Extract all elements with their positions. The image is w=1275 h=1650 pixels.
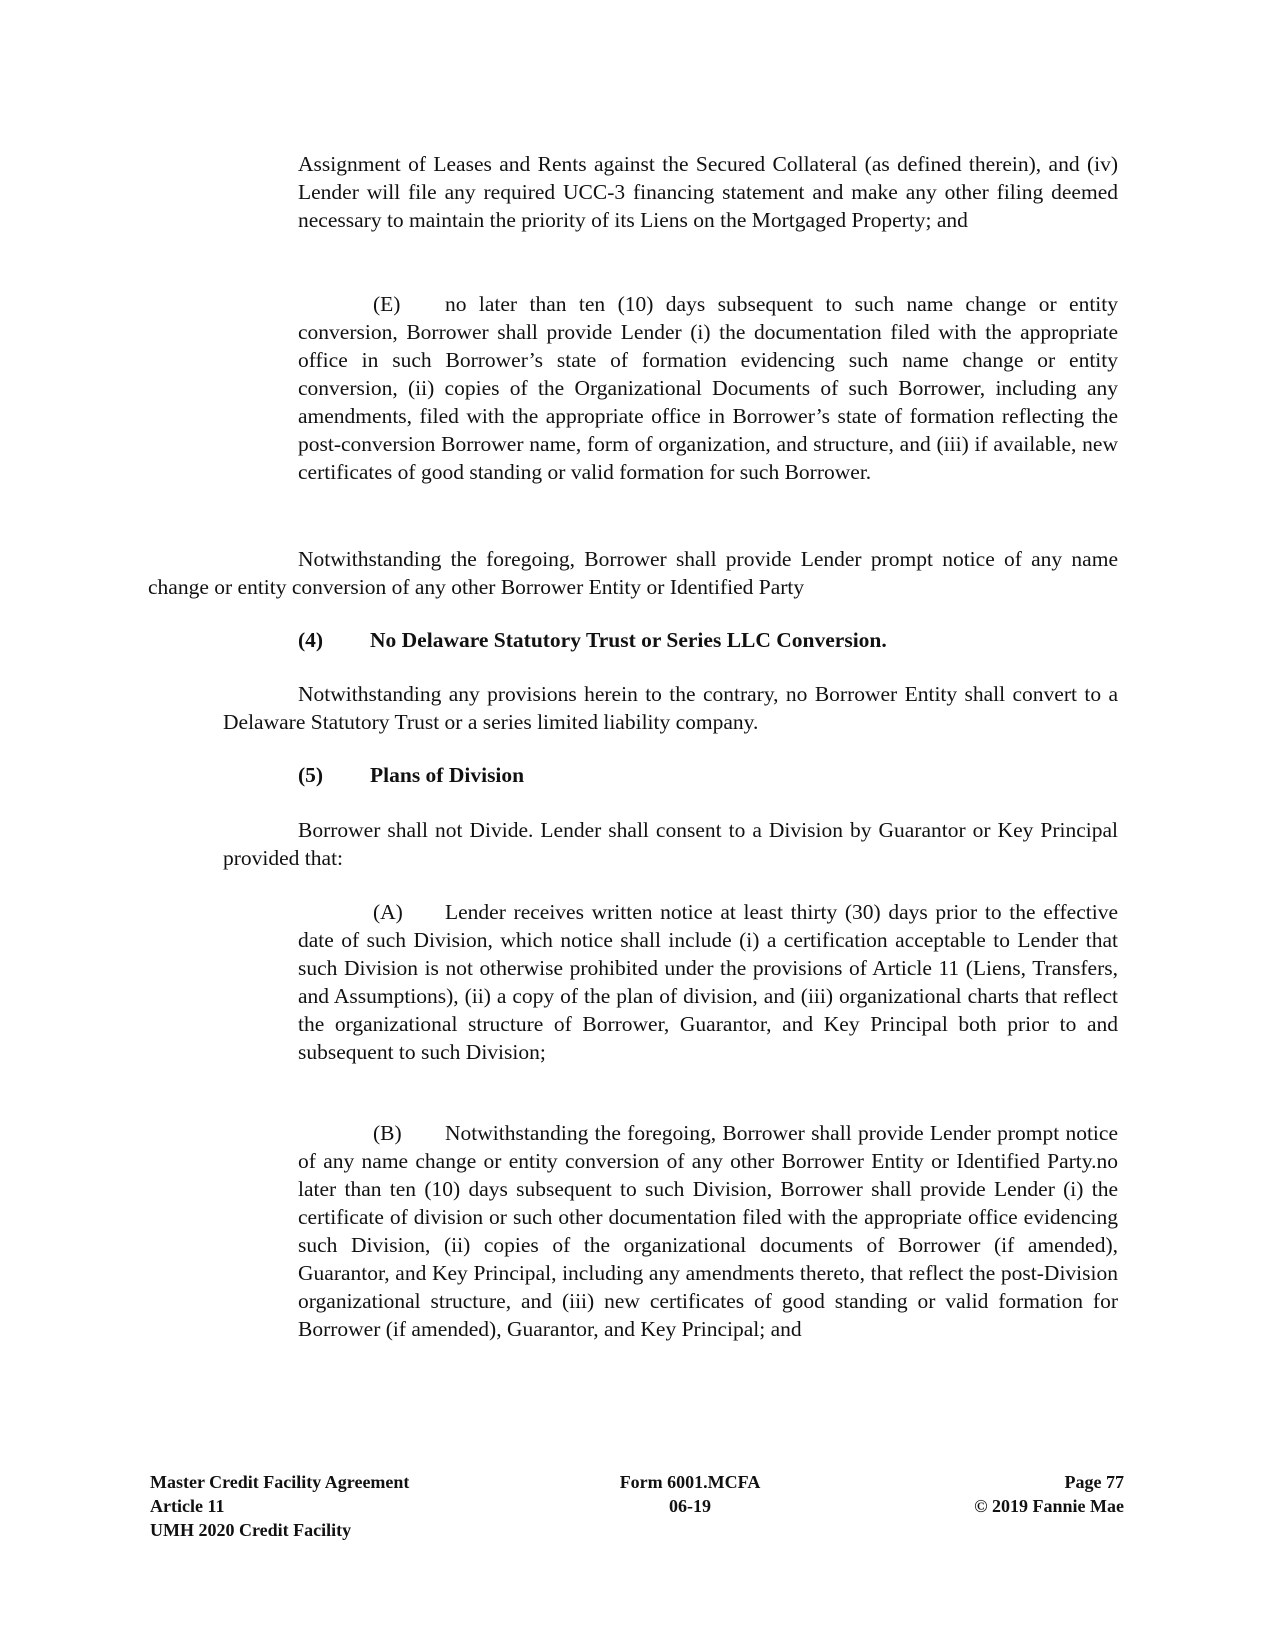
paragraph-a bbox=[298, 898, 1118, 1066]
paragraph-b bbox=[298, 1119, 1118, 1343]
footer-center bbox=[560, 1470, 820, 1518]
footer-right bbox=[860, 1470, 1124, 1518]
paragraph-e-text: no later than ten (10) days subsequent to such name change or entity conversion, Borrower shall provide Lender (i) the documentation filed with the appropriate office in such Borrower’s state of formation evidencing such name change or entity conversion, (ii) copies of the Organizational Documents of such Borrower, including any amendments, filed with the appropriate office in Borrower’s state of formation reflecting the post-conversion Borrower name, form of organization, and structure, and (iii) if available, new certificates of good standing or valid formation for such Borrower. bbox=[298, 292, 1118, 484]
footer-form-date: 06-19 bbox=[669, 1496, 711, 1516]
paragraph-a-label: (A) bbox=[373, 900, 403, 924]
footer-copyright: © 2019 Fannie Mae bbox=[974, 1496, 1124, 1516]
paragraph-b-text: Notwithstanding the foregoing, Borrower shall provide Lender prompt notice of any name change or entity conversion of any other Borrower Entity or Identified Party.no later than ten (10) days subsequent to such Division, Borrower shall provide Lender (i) the certificate of division or such other documentation filed with the appropriate office evidencing such Division, (ii) copies of the organizational documents of Borrower (if amended), Guarantor, and Key Principal, including any amendments thereto, that reflect the post-Division organizational structure, and (iii) new certificates of good standing or valid formation for Borrower (if amended), Guarantor, and Key Principal; and bbox=[298, 1121, 1118, 1341]
section-heading-5-title: Plans of Division bbox=[370, 763, 525, 787]
footer-left bbox=[150, 1470, 490, 1542]
paragraph-section-5: Borrower shall not Divide. Lender shall consent to a Division by Guarantor or Key Principal provided that: bbox=[223, 818, 1118, 870]
section-heading-5-number: (5) bbox=[298, 763, 324, 787]
footer-form-number: Form 6001.MCFA bbox=[619, 1472, 761, 1492]
footer-article: Article 11 bbox=[150, 1496, 225, 1516]
paragraph-e-label: (E) bbox=[373, 292, 401, 316]
footer-facility-name: UMH 2020 Credit Facility bbox=[150, 1520, 352, 1540]
paragraph-notwithstanding: Notwithstanding the foregoing, Borrower shall provide Lender prompt notice of any name change or entity conversion of any other Borrower Entity or Identified Party bbox=[148, 547, 1118, 599]
section-heading-4 bbox=[298, 626, 1118, 654]
section-heading-5 bbox=[298, 761, 1118, 789]
paragraph-b-label: (B) bbox=[373, 1121, 402, 1145]
footer-page-number: Page 77 bbox=[1064, 1472, 1124, 1492]
paragraph-section-4: Notwithstanding any provisions herein to the contrary, no Borrower Entity shall convert to a Delaware Statutory Trust or a series limited liability company. bbox=[223, 682, 1118, 734]
paragraph-continuation: Assignment of Leases and Rents against the Secured Collateral (as defined therein), and (iv) Lender will file any required UCC-3 financing statement and make any other filing deemed necessary to maintain the priority of its Liens on the Mortgaged Property; and bbox=[298, 152, 1118, 232]
paragraph-e bbox=[298, 290, 1118, 486]
footer-agreement-title: Master Credit Facility Agreement bbox=[150, 1472, 410, 1492]
paragraph-a-text: Lender receives written notice at least thirty (30) days prior to the effective date of such Division, which notice shall include (i) a certification acceptable to Lender that such Division is not otherwise prohibited under the provisions of Article 11 (Liens, Transfers, and Assumptions), (ii) a copy of the plan of division, and (iii) organizational charts that reflect the organizational structure of Borrower, Guarantor, and Key Principal both prior to and subsequent to such Division; bbox=[298, 900, 1118, 1064]
section-heading-4-title: No Delaware Statutory Trust or Series LLC Conversion. bbox=[370, 628, 887, 652]
section-heading-4-number: (4) bbox=[298, 628, 324, 652]
